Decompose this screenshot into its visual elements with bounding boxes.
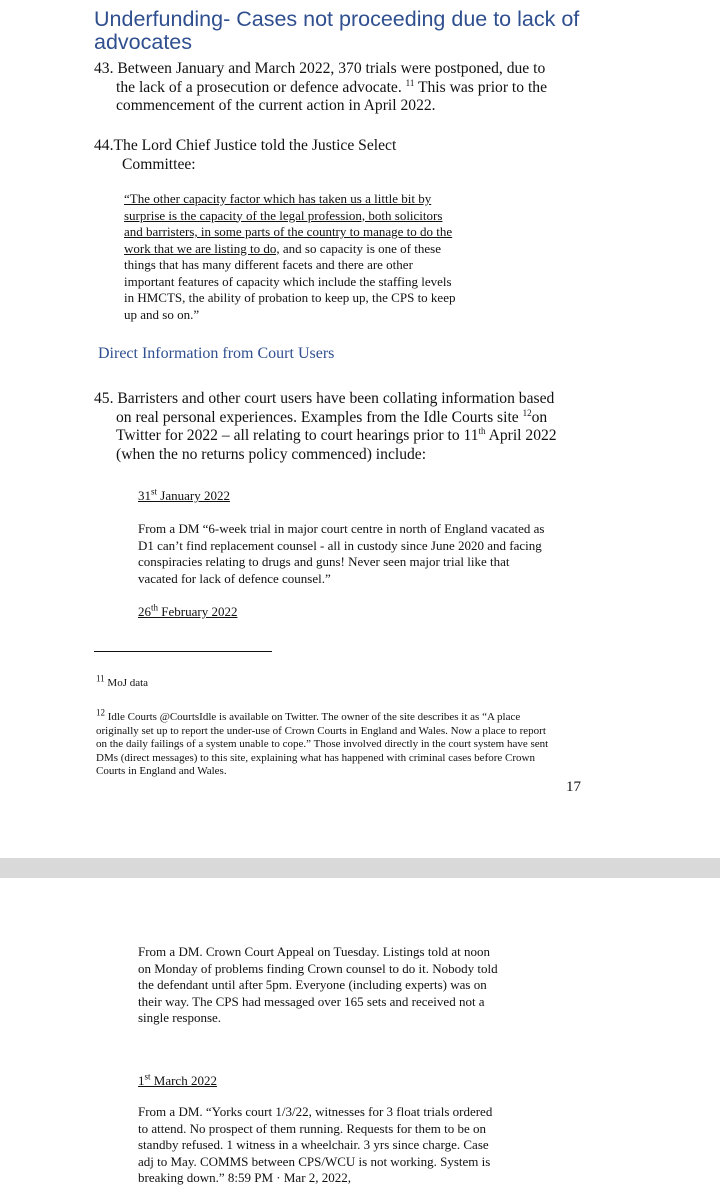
footnote-ref-12[interactable]: 12 (522, 407, 532, 418)
document-page-18 (0, 878, 720, 1200)
footnote-separator (94, 651, 272, 652)
entry-date-31-january: 31st January 2022 (138, 486, 230, 503)
entry-date-1-march: 1st March 2022 (138, 1071, 217, 1088)
entry-1-march-text: From a DM. “Yorks court 1/3/22, witnesses for 3 float trials ordered to attend. No prospect of them running. Requests for them to be on standby refused. 1 witness in a wheelchair. 3 yrs since charge. Case adj to May. COMMS between CPS/WCU is not working. System is breaking down.” 8:59 PM · Mar 2, 2022, (138, 1104, 493, 1185)
entry-31-january-text: From a DM “6-week trial in major court centre in north of England vacated as D1 can’t find replacement counsel - all in custody since June 2020 and facing conspiracies relating to drugs and guns! Never seen major trial like that vacated for lack of defence counsel.” (138, 521, 545, 586)
subheading-direct-information: Direct Information from Court Users (98, 345, 335, 362)
entry-date-26-february: 26th February 2022 (138, 602, 238, 619)
entry-26-february-text: From a DM. Crown Court Appeal on Tuesday. Listings told at noon on Monday of problems finding Crown counsel to do it. Nobody told the defendant until after 5pm. Everyone (including experts) was on their way. The CPS had messaged over 165 sets and received not a single response. (138, 944, 498, 1025)
footnote-ref-11[interactable]: 11 (405, 77, 415, 88)
paragraph-43: 43. Between January and March 2022, 370 trials were postponed, due to the lack of a prosecution or defence advocate. $^{11}$ This was prior to the commencement of the current action in April 2022. (94, 60, 548, 114)
section-heading-underfunding: Underfunding- Cases not proceeding due to lack of advocates (94, 7, 580, 54)
paragraph-45: 45. Barristers and other court users have been collating information based on real personal experiences. Examples from the Idle Courts site $^{12}$on Twitter for 2022 – all relating to court hearings prior to 11th April 2022 (when the no returns policy commenced) include: (94, 390, 557, 463)
footnote-12: $^{12}$ Idle Courts @CourtsIdle is available on Twitter. The owner of the site describes it as “A place originally set up to report the under-use of Crown Courts in England and Wales. Now a place to report on the daily failings of a system unable to cope.” Those involved directly in the court system have sent DMs (direct messages) to this site, explaining what has happened with criminal cases before Crown Courts in England and Wales. (96, 707, 549, 777)
paragraph-44: 44.The Lord Chief Justice told the Justice Select Committee: (94, 137, 397, 173)
page-number: 17 (566, 779, 581, 795)
footnote-11: $^{11}$ MoJ data (96, 673, 149, 689)
lcj-quote: “The other capacity factor which has taken us a little bit by surprise is the capacity of the legal profession, both solicitors and barristers, in some parts of the country to manage to do the work that we are listing to do, and so capacity is one of these things that has many different facets and there are other important features of capacity which include the staffing levels in HMCTS, the ability of probation to keep up, the CPS to keep up and so on.” (124, 191, 456, 322)
